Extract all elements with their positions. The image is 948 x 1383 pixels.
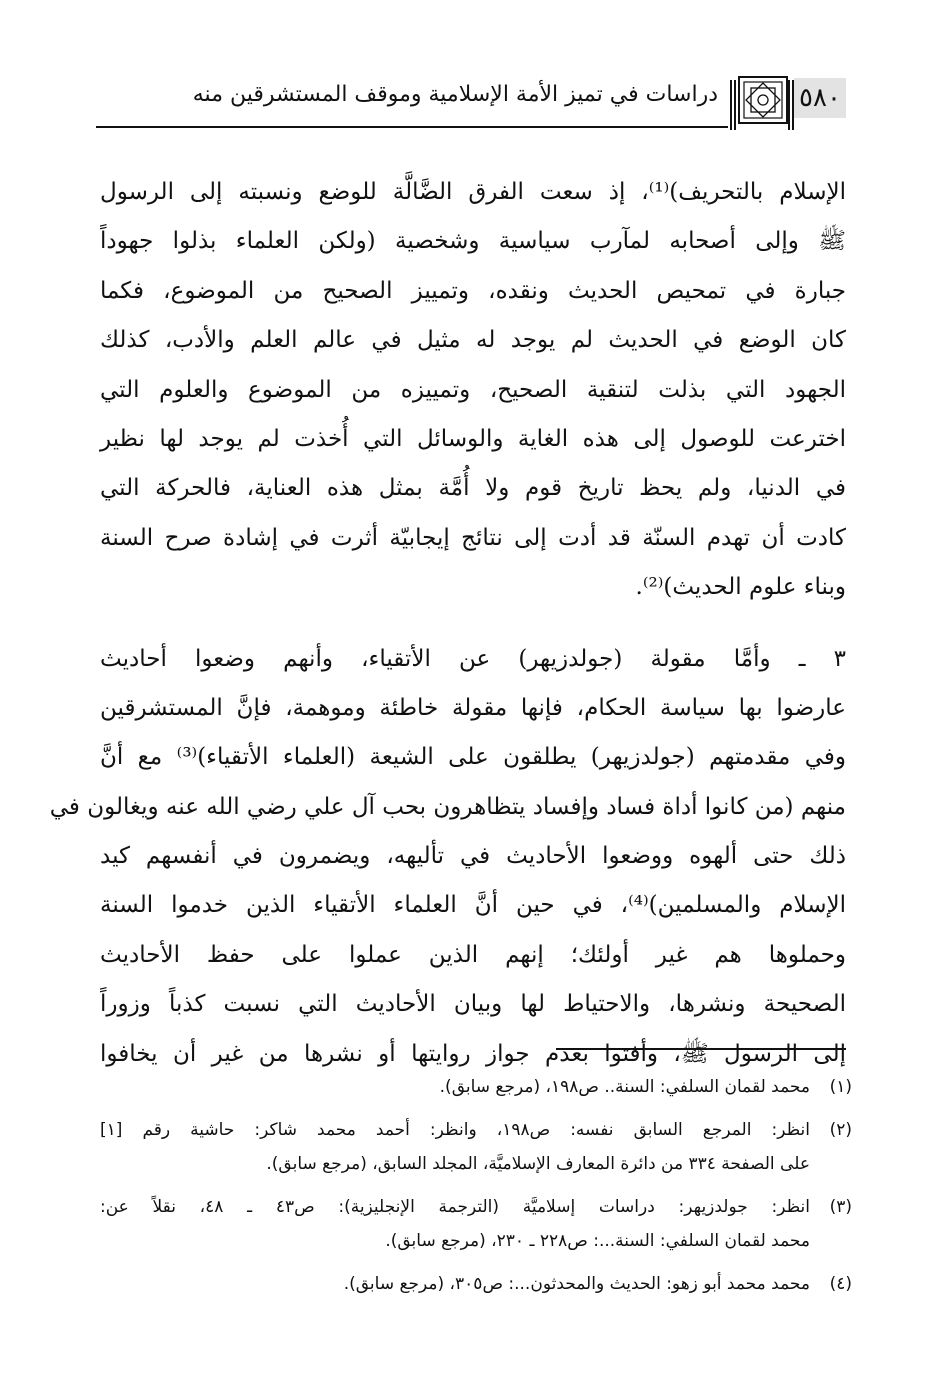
footnote-number: (٣)	[829, 1197, 852, 1217]
footnote-text: انظر: المرجع السابق نفسه: ص١٩٨، وانظر: أحمد محمد شاكر: حاشية رقم [١]	[100, 1120, 810, 1140]
text-line: كادت أن تهدم السنّة قد أدت إلى نتائج إيجابيّة أثرت في إشادة صرح السنة	[100, 524, 846, 551]
footnote-number: (١)	[829, 1077, 852, 1097]
footnote-number: (٢)	[829, 1120, 852, 1140]
footnote	[100, 1070, 852, 1104]
text-line: وفي مقدمتهم (جولدزيهر) يطلقون على الشيعة (العلماء الأتقياء)⁽³⁾ مع أنَّ	[100, 744, 846, 771]
header-divider	[788, 80, 790, 130]
footnote-text: محمد لقمان السلفي: السنة.. ص١٩٨، (مرجع سابق).	[439, 1077, 810, 1097]
text-line: كان الوضع في الحديث لم يوجد له مثيل في عالم العلم والأدب، كذلك	[100, 327, 846, 354]
footnote-text: على الصفحة ٣٣٤ من دائرة المعارف الإسلاميَّة، المجلد السابق، (مرجع سابق).	[266, 1154, 810, 1174]
running-title: دراسات في تميز الأمة الإسلامية وموقف المستشرقين منه	[192, 82, 718, 107]
text-line: منهم (من كانوا أداة فساد وإفساد يتظاهرون بحب آل علي رضي الله عنه ويغالون في	[49, 793, 846, 820]
footnote	[100, 1190, 852, 1258]
footnote-text: محمد لقمان السلفي: السنة...: ص٢٢٨ ـ ٢٣٠، (مرجع سابق).	[385, 1231, 810, 1251]
header-divider	[734, 80, 736, 130]
main-text	[49, 168, 847, 1079]
footnote	[100, 1267, 852, 1301]
footnote-separator	[556, 1048, 846, 1050]
footnote-text: محمد محمد أبو زهو: الحديث والمحدثون...: ص٣٠٥، (مرجع سابق).	[343, 1274, 810, 1294]
text-line: الإسلام والمسلمين)⁽⁴⁾، في حين أنَّ العلماء الأتقياء الذين خدموا السنة	[100, 892, 846, 919]
text-line: جبارة في تمحيص الحديث ونقده، وتمييز الصحيح من الموضوع، فكما	[100, 277, 846, 304]
text-line: في الدنيا، ولم يحظ تاريخ قوم ولا أُمَّة بمثل هذه العناية، فالحركة التي	[100, 475, 846, 502]
text-line: الإسلام بالتحريف)⁽¹⁾، إذ سعت الفرق الضَّالَّة للوضع ونسبته إلى الرسول	[100, 179, 847, 205]
footnote	[100, 1113, 852, 1181]
text-line: الصحيحة ونشرها، والاحتياط لها وبيان الأحاديث التي نسبت كذباً وزوراً	[100, 991, 846, 1018]
text-line: ﷺ وإلى أصحابه لمآرب سياسية وشخصية (ولكن العلماء بذلوا جهوداً	[100, 228, 846, 255]
footnote-text: انظر: جولدزيهر: دراسات إسلاميَّة (الترجمة الإنجليزية): ص٤٣ ـ ٤٨، نقلاً عن:	[100, 1197, 810, 1217]
text-line: عارضوا بها سياسة الحكام، فإنها مقولة خاطئة وموهمة، فإنَّ المستشرقين	[100, 694, 846, 721]
text-line: ٣ ـ وأمَّا مقولة (جولدزيهر) عن الأتقياء، وأنهم وضعوا أحاديث	[100, 645, 846, 672]
text-line: اخترعت للوصول إلى هذه الغاية والوسائل التي أُخذت لم يوجد لها نظير	[100, 425, 846, 452]
text-line: وحملوها هم غير أولئك؛ إنهم الذين عملوا على حفظ الأحاديث	[100, 941, 846, 968]
header-rule	[96, 126, 728, 128]
page-number: ٥٨٠	[794, 78, 846, 118]
footnotes	[100, 1070, 852, 1301]
text-line: الجهود التي بذلت لتنقية الصحيح، وتمييزه من الموضوع والعلوم التي	[100, 376, 846, 403]
ornament-icon	[738, 76, 788, 124]
text-line: وبناء علوم الحديث)⁽²⁾.	[635, 574, 846, 601]
running-header	[96, 66, 846, 130]
footnote-number: (٤)	[829, 1274, 852, 1294]
text-line: ذلك حتى ألهوه ووضعوا الأحاديث في تأليهه، ويضمرون في أنفسهم كيد	[100, 843, 846, 870]
text-line: إلى الرسول ﷺ، وأفتوا بعدم جواز روايتها أو نشرها من غير أن يخافوا	[100, 1040, 846, 1067]
header-divider	[730, 80, 732, 130]
